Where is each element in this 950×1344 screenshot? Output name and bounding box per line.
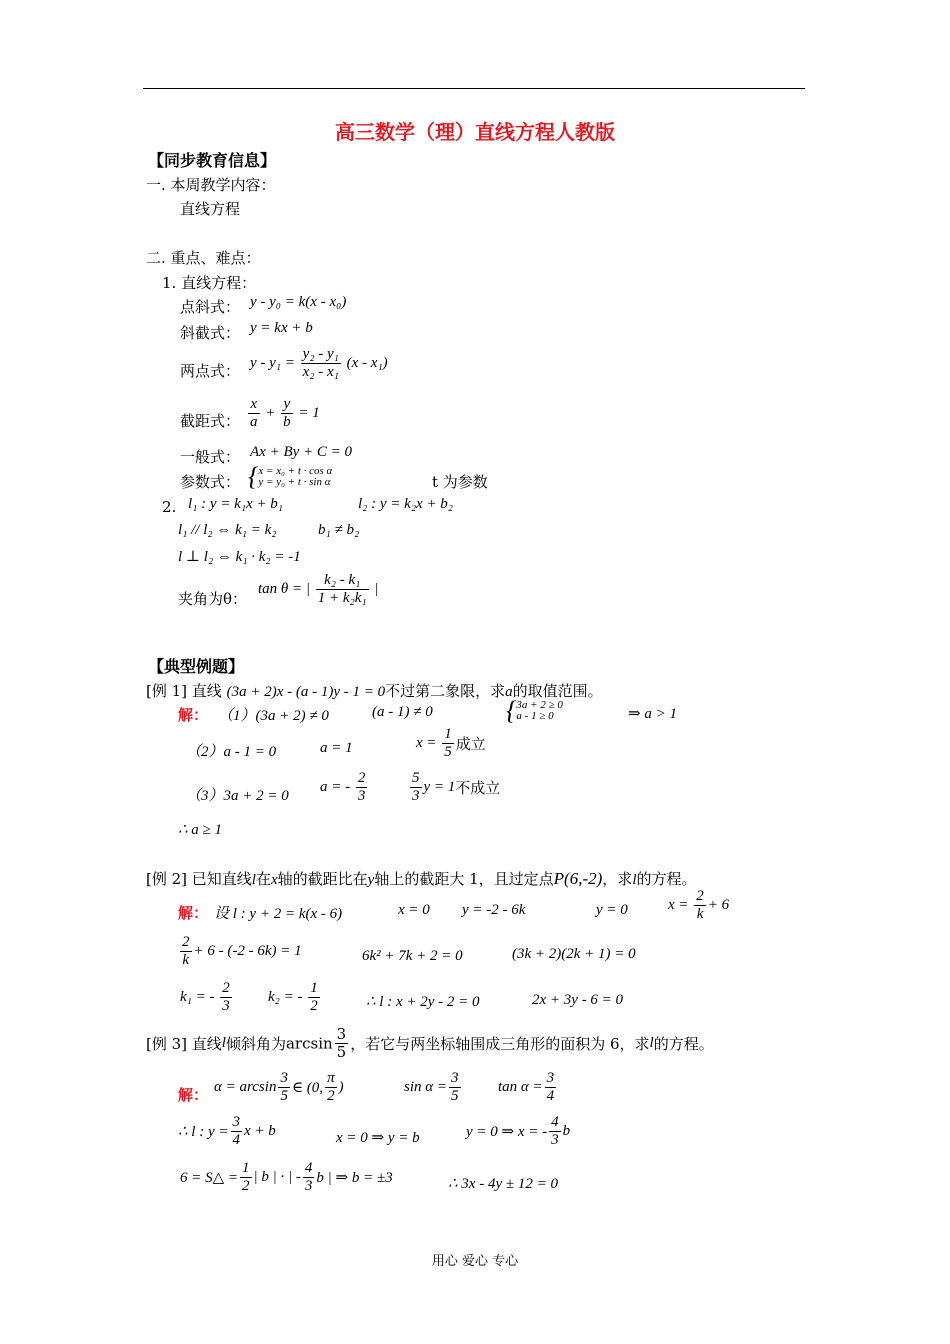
ex1-equation: (3a + 2)x - (a - 1)y - 1 = 0 xyxy=(226,684,386,700)
ex1-question-text: 不过第二象限，求 xyxy=(385,682,506,700)
ex3-label: [例 3] 直线 xyxy=(146,1035,222,1053)
two-point-den: x₂ - x₁ xyxy=(302,364,339,380)
section-header-examples: 【典型例题】 xyxy=(148,657,245,676)
item1-content: 直线方程 xyxy=(180,200,241,218)
sub1-label: 1. 直线方程： xyxy=(162,274,257,292)
ex2-row1-b: x = 0 xyxy=(398,902,430,918)
ex3-row2-b: x + b xyxy=(244,1123,276,1139)
ex1-step2-num: 1 xyxy=(444,726,452,742)
ex1-step3-a: （3）3a + 2 = 0 xyxy=(186,788,289,804)
ex3-arcsin: arcsin xyxy=(285,1034,333,1053)
angle-formula xyxy=(258,572,379,607)
ex2-row3-b-num: 1 xyxy=(310,980,318,996)
two-point-label: 两点式： xyxy=(180,362,241,380)
page-title: 高三数学（理）直线方程人教版 xyxy=(335,120,615,144)
ex1-step2-c xyxy=(416,726,486,761)
ex1-step3-b xyxy=(320,770,369,805)
param-note: t 为参数 xyxy=(432,473,488,491)
ex1-step2-den: 5 xyxy=(444,744,452,760)
ex3-row1-b: ∈ (0, xyxy=(291,1080,324,1096)
ex2-row1-c: y = -2 - 6k xyxy=(462,902,526,918)
angle-den: 1 + k₂k₁ xyxy=(317,590,367,606)
ex1-label: [例 1] 直线 xyxy=(146,682,222,700)
ex3-row2-a-den: 4 xyxy=(232,1132,240,1148)
ex1-step3-c-rhs: y = 1 xyxy=(423,779,456,795)
section-header-sync-info: 【同步教育信息】 xyxy=(148,151,277,170)
example2-question xyxy=(146,868,697,889)
ex2-row1-f: + 6 xyxy=(707,897,730,913)
ex1-step1-b: (a - 1) ≠ 0 xyxy=(372,704,433,720)
ex2-row1-e xyxy=(668,888,729,923)
ex3-row1-d-num: 3 xyxy=(451,1070,459,1086)
ex3-t2: ，若它与两坐标轴围成三角形的面积为 6，求 xyxy=(350,1035,650,1053)
ex3-row3-b-den: 3 xyxy=(304,1178,313,1194)
param-eq1: x = x₀ + t · cos α xyxy=(258,465,333,477)
sub2-label: 2. xyxy=(162,498,177,516)
parallel-condition: l₁ // l₂ ⇔ k₁ = k₂ xyxy=(178,522,277,538)
ex2-row1-a: 设 l : y + 2 = k(x - 6) xyxy=(214,906,343,922)
ex3-row1-e-lhs: tan α = xyxy=(498,1079,543,1095)
ex3-row1-a xyxy=(214,1070,344,1105)
ex2-row3-b-lhs: k₂ = - xyxy=(268,989,303,1005)
ex3-row2-d-num: 4 xyxy=(551,1114,559,1130)
ex3-row2-a xyxy=(178,1114,276,1149)
ex2-row3-a-lhs: k₁ = - xyxy=(180,989,215,1005)
ex1-solution-label: 解： xyxy=(178,706,209,724)
ex1-step3-den: 3 xyxy=(357,788,366,804)
ex3-t1: 倾斜角为 xyxy=(225,1035,286,1053)
ex3-arc-num: 3 xyxy=(336,1025,347,1043)
ex3-row1-b-num: π xyxy=(327,1070,335,1086)
slope-intercept-label: 斜截式： xyxy=(180,324,241,342)
ex3-row1-e-num: 3 xyxy=(546,1070,555,1086)
ex3-row2-d-lhs: y = 0 ⇒ x = - xyxy=(466,1124,548,1140)
ex3-row3-a-lhs: 6 = S△ = xyxy=(180,1170,239,1186)
ex2-row3-b-den: 2 xyxy=(310,998,318,1014)
ex1-question-end: 的取值范围。 xyxy=(512,682,603,700)
two-point-rhs: (x - x₁) xyxy=(346,355,388,371)
two-point-lhs: y - y₁ = xyxy=(250,355,295,371)
ex2-row3-a-num: 2 xyxy=(222,980,230,996)
ex1-step2-c-lhs: x = xyxy=(416,735,437,751)
ex1-variable: a xyxy=(505,684,513,700)
angle-label: 夹角为θ： xyxy=(178,590,248,608)
ex2-solution-label: 解： xyxy=(178,904,209,922)
slope-intercept-formula: y = kx + b xyxy=(250,320,313,336)
param-system: { x = x₀ + t · cos α y = y₀ + t · sin α xyxy=(248,462,333,491)
ex3-row1-c: ) xyxy=(338,1079,344,1095)
l1-definition: l₁ : y = k₁x + b₁ xyxy=(188,496,284,512)
example3-question xyxy=(146,1026,714,1061)
ex2-l: l xyxy=(251,872,256,888)
ex1-step1-result: ⇒ a > 1 xyxy=(628,706,677,722)
ex1-step3-fails: 不成立 xyxy=(455,781,501,797)
ex3-row3-c: b | ⇒ b = ±3 xyxy=(316,1170,393,1186)
ex1-step2-b: a = 1 xyxy=(320,740,353,756)
intercept-formula: $\frac{x}{a}$ + $\frac{y}{b}$ = 1 xyxy=(250,396,320,430)
ex1-step1-a: （1）(3a + 2) ≠ 0 xyxy=(218,708,329,724)
ex2-row3-d: 2x + 3y - 6 = 0 xyxy=(532,992,624,1008)
ex1-step3-b-lhs: a = - xyxy=(320,779,351,795)
ex2-x: x xyxy=(270,872,278,888)
l2-definition: l₂ : y = k₂x + b₂ xyxy=(358,496,454,512)
angle-rhs: | xyxy=(374,581,379,597)
intercept-rhs: = 1 xyxy=(298,405,320,421)
general-label: 一般式： xyxy=(180,448,241,466)
ex2-row2-num: 2 xyxy=(182,934,190,950)
ex1-step1-system: { 3a + 2 ≥ 0 a - 1 ≥ 0 xyxy=(506,696,563,725)
ex2-row2-den: k xyxy=(182,952,190,968)
ex2-row2-a xyxy=(178,934,302,969)
ex2-t5: 的方程。 xyxy=(636,870,697,888)
ex2-row2-a-rhs: + 6 - (-2 - 6k) = 1 xyxy=(193,943,302,959)
ex2-t2: 轴的截距比在 xyxy=(277,870,368,888)
ex1-sys1: 3a + 2 ≥ 0 xyxy=(516,699,563,711)
ex2-row1-d: y = 0 xyxy=(596,902,628,918)
ex1-step3-num: 2 xyxy=(357,770,366,786)
ex2-row1-e-lhs: x = xyxy=(668,897,689,913)
ex1-step3-c-num: 5 xyxy=(412,770,420,786)
parallel-b-condition: b₁ ≠ b₂ xyxy=(318,522,360,538)
ex2-t1: 在 xyxy=(255,870,271,888)
ex2-row3-a-den: 3 xyxy=(222,998,230,1014)
ex3-row3-b-num: 4 xyxy=(304,1160,313,1176)
ex3-l: l xyxy=(221,1035,226,1051)
ex3-row1-d xyxy=(404,1070,463,1105)
ex3-row1-d-lhs: sin α = xyxy=(404,1079,448,1095)
ex3-row2-d-den: 3 xyxy=(551,1132,559,1148)
header-rule xyxy=(143,88,805,89)
ex3-row1-e-den: 4 xyxy=(546,1088,555,1104)
point-slope-label: 点斜式： xyxy=(180,298,241,316)
param-label: 参数式： xyxy=(180,473,241,491)
ex2-y: y xyxy=(367,872,375,888)
angle-num: k₂ - k₁ xyxy=(316,572,369,590)
ex2-row1-den: k xyxy=(696,906,704,922)
ex2-row2-b: 6k² + 7k + 2 = 0 xyxy=(362,948,463,964)
point-slope-formula: y - y₀ = k(x - x₀) xyxy=(250,294,347,310)
two-point-formula xyxy=(250,346,388,381)
ex3-row2-c: x = 0 ⇒ y = b xyxy=(336,1130,420,1146)
general-formula: Ax + By + C = 0 xyxy=(250,444,353,460)
ex3-row3-a-den: 2 xyxy=(242,1178,250,1194)
ex3-row2-a-num: 3 xyxy=(232,1114,240,1130)
ex3-row3-d: ∴ 3x - 4y ± 12 = 0 xyxy=(448,1176,558,1192)
two-point-num: y₂ - y₁ xyxy=(302,346,339,362)
ex3-row3-a xyxy=(180,1160,393,1195)
perpendicular-condition: l ⊥ l₂ ⇔ k₁ · k₂ = -1 xyxy=(178,549,301,565)
ex1-conclusion: ∴ a ≥ 1 xyxy=(178,822,223,838)
ex3-l2: l xyxy=(649,1035,654,1051)
ex1-step2-a: （2）a - 1 = 0 xyxy=(186,744,277,760)
ex2-l2: l xyxy=(632,872,637,888)
ex2-label: [例 2] 已知直线 xyxy=(146,870,252,888)
ex1-step3-c-den: 3 xyxy=(412,788,420,804)
ex2-row1-num: 2 xyxy=(696,888,704,904)
two-point-fraction xyxy=(301,346,341,381)
ex1-sys2: a - 1 ≥ 0 xyxy=(516,710,554,722)
intercept-label: 截距式： xyxy=(180,412,241,430)
ex2-row2-c: (3k + 2)(2k + 1) = 0 xyxy=(512,946,636,962)
ex3-t3: 的方程。 xyxy=(653,1035,714,1053)
ex2-row3-c: ∴ l : x + 2y - 2 = 0 xyxy=(366,994,480,1010)
ex3-arc-den: 5 xyxy=(336,1043,347,1061)
ex3-row3-b: | b | · | - xyxy=(253,1169,301,1185)
ex3-row1-a-lhs: α = arcsin xyxy=(214,1079,277,1095)
param-eq2: y = y₀ + t · sin α xyxy=(258,476,331,488)
angle-lhs: tan θ = | xyxy=(258,581,311,597)
ex3-row1-e xyxy=(498,1070,558,1105)
ex2-t4: ，求 xyxy=(602,870,633,888)
ex1-step3-c xyxy=(408,770,500,805)
ex2-row3-b xyxy=(268,980,322,1015)
ex3-row1-a-num: 3 xyxy=(280,1070,288,1086)
ex2-row3-a xyxy=(180,980,234,1015)
item1-label: 一. 本周教学内容： xyxy=(146,176,276,194)
ex1-step2-holds: 成立 xyxy=(455,737,486,753)
ex3-row1-b-den: 2 xyxy=(327,1088,335,1104)
ex3-row2-d xyxy=(466,1114,570,1149)
ex3-solution-label: 解： xyxy=(178,1086,209,1104)
ex3-row3-a-num: 1 xyxy=(242,1160,250,1176)
item2-label: 二. 重点、难点： xyxy=(146,249,261,267)
ex3-row1-a-den: 5 xyxy=(280,1088,288,1104)
ex3-row2-a-lhs: ∴ l : y = xyxy=(178,1124,229,1140)
ex2-t3: 轴上的截距大 1，且过定点 xyxy=(374,870,554,888)
ex2-point: P(6,-2) xyxy=(553,869,603,888)
ex3-row1-d-den: 5 xyxy=(451,1088,459,1104)
page-footer: 用心 爱心 专心 xyxy=(431,1254,519,1269)
ex3-row2-e: b xyxy=(562,1123,571,1139)
example1-question xyxy=(146,680,603,701)
